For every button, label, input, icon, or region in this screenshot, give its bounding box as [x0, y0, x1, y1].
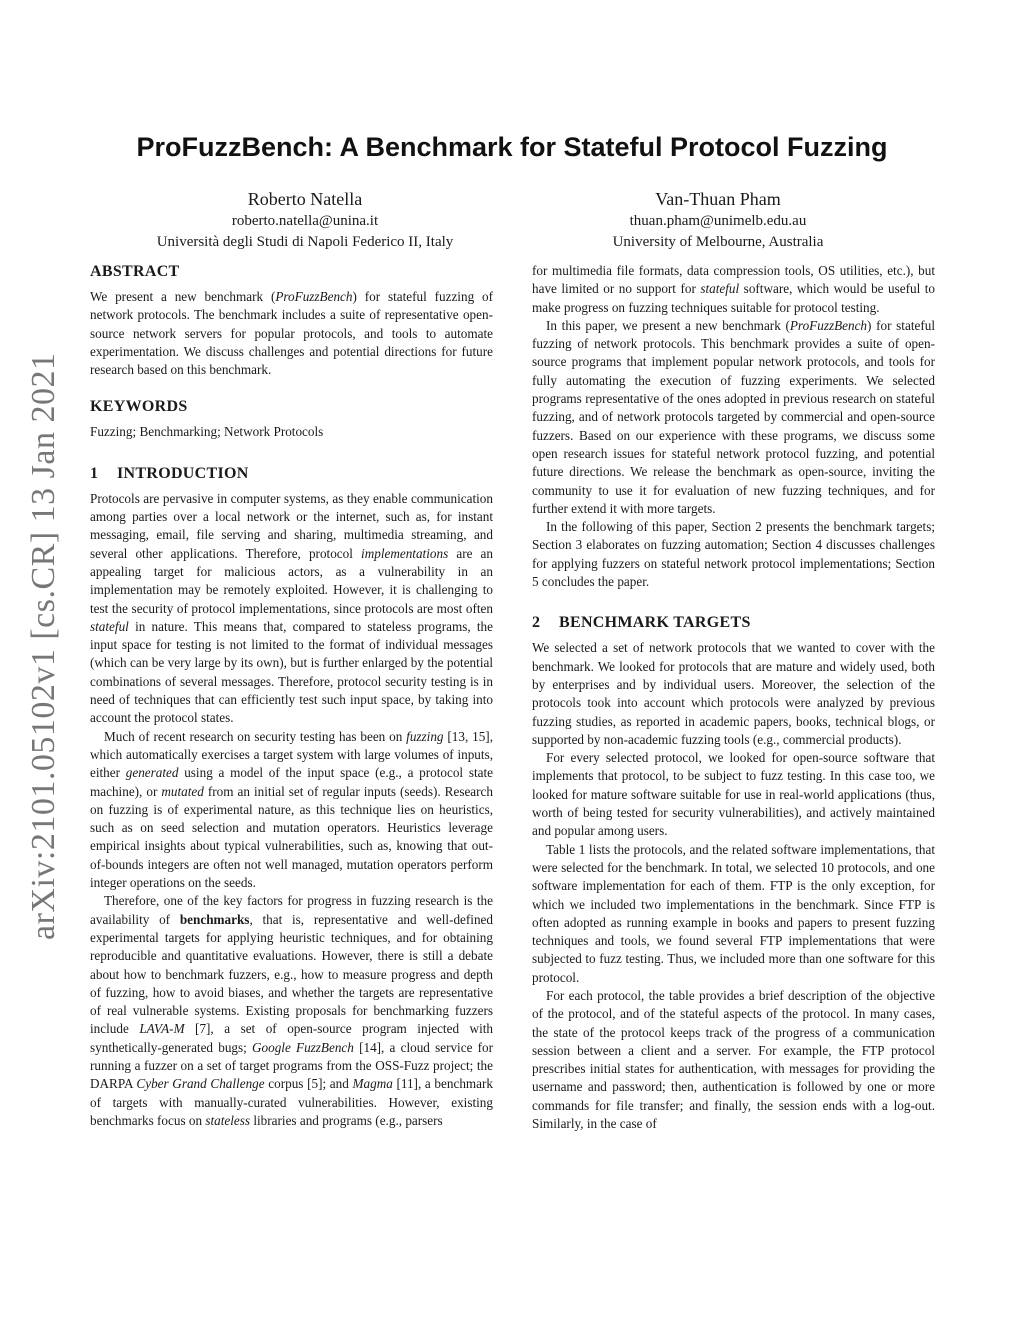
keywords-text: Fuzzing; Benchmarking; Network Protocols [90, 424, 324, 440]
abstract-heading: ABSTRACT [90, 263, 180, 280]
author-block [95, 187, 515, 253]
body-paragraph: In the following of this paper, Section 2 presents the benchmark targets; Section 3 elaborates on fuzzing automation; Section 4 discusses challenges for applying fuzzers on stateful network protocol implementations; Section 5 concludes the paper. [532, 519, 935, 590]
section-heading: 2 BENCHMARK TARGETS [532, 614, 751, 632]
body-paragraph: For every selected protocol, we looked for open-source software that implements that protocol, to be subject to fuzz testing. In this case too, we looked for mature software suitable for use in real-world applications (thus, worth of being tested for security vulnerabilities), and actively maintained and popular among users. [532, 750, 935, 839]
body-paragraph: In this paper, we present a new benchmark (ProFuzzBench) for stateful fuzzing of network protocols. This benchmark provides a suite of open-source programs that implement popular network protocols, and tools for fully automating the execution of fuzzing experiments. We selected programs representative of the ones adopted in previous research on stateful fuzzing, and of network protocols targeted by commercial and open-source fuzzers. Based on our experience with these programs, we discuss some open research issues for stateful network protocol fuzzing, and potential future directions. We release the benchmark as open-source, inviting the community to use it for evaluation of new fuzzing techniques, and for further extend it with more targets. [532, 317, 935, 516]
body-paragraph: For each protocol, the table provides a brief description of the objective of the protocol, and of the stateful aspects of the protocol. In many cases, the state of the protocol keeps track of the progress of a communication session between a client and a server. For example, the FTP protocol prescribes initial states for authentication, with messages for providing the username and password; then, authentication is followed by one or more commands for file transfer; and finally, the session ends with a log-out. Similarly, in the case of [532, 987, 935, 1132]
body-paragraph: for multimedia file formats, data compression tools, OS utilities, etc.), but have limited or no support for stateful software, which would be useful to make progress on fuzzing techniques suitable for protocol testing. [532, 263, 935, 315]
author-name: Van-Thuan Pham [655, 189, 781, 209]
author-block [508, 187, 928, 253]
intro-paragraph: Much of recent research on security testing has been on fuzzing [13, 15], which automatically exercises a target system with large volumes of inputs, either generated using a model of the input space (e.g., a protocol state machine), or mutated from an initial set of regular inputs (seeds). Research on fuzzing is of experimental nature, as this technique lies on heuristics, such as on seed selection and mutation operators. Heuristics leverage empirical insights about typical vulnerabilities, such as, knowing that out-of-bounds integers are often not well managed, mutation operators perform integer operations on the seeds. [90, 728, 493, 891]
arxiv-identifier: arXiv:2101.05102v1 [cs.CR] 13 Jan 2021 [25, 352, 62, 940]
left-column [90, 262, 493, 1130]
intro-heading: 1 INTRODUCTION [90, 464, 249, 482]
abstract-text: We present a new benchmark (ProFuzzBench) for stateful fuzzing of network protocols. The benchmark includes a suite of representative open-source network servers for popular protocols, and tools to automate experimentation. We discuss challenges and potential directions for future research based on this benchmark. [90, 289, 493, 378]
author-email: thuan.pham@unimelb.edu.au [629, 213, 807, 229]
author-name: Roberto Natella [247, 189, 363, 209]
body-paragraph: Table 1 lists the protocols, and the related software implementations, that were selected for the benchmark. In total, we selected 10 protocols, and one software implementation for each of them. FTP is the only exception, for which we included two implementations in the benchmark. Since FTP is often adopted as running example in books and papers to present fuzzing techniques and tools, we found several FTP implementations that were subjected to fuzz testing. Thus, we included more than one software for this protocol. [532, 841, 935, 985]
author-affiliation: University of Melbourne, Australia [612, 234, 824, 250]
keywords-heading: KEYWORDS [90, 398, 188, 416]
body-paragraph: We selected a set of network protocols that we wanted to cover with the benchmark. We looked for protocols that are mature and widely used, both by enterprises and by individual users. Moreover, the selection of the protocols took into account which protocols were analyzed by previous fuzzing studies, as reported in academic papers, books, technical blogs, or supported by non-academic fuzzing tools (e.g., commercial products). [532, 640, 935, 747]
author-affiliation: Università degli Studi di Napoli Federico II, Italy [156, 234, 454, 250]
intro-paragraph: Protocols are pervasive in computer systems, as they enable communication among parties over a local network or the internet, such as, for instant messaging, email, file serving and sharing, multimedia streaming, and several other applications. Therefore, protocol implementations are an appealing target for malicious actors, as a vulnerability in an implementation may be remotely exploited. However, it is challenging to test the security of protocol implementations, since protocols are most often stateful in nature. This means that, compared to stateless programs, the input space for testing is not limited to the format of individual messages (which can be very large by its own), but is further enlarged by the potential combinations of several messages. Therefore, protocol security testing is in need of techniques that can efficiently test such input space, by taking into account the protocol states. [90, 490, 493, 726]
right-column [532, 262, 935, 1133]
author-email: roberto.natella@unina.it [231, 213, 379, 229]
paper-title: ProFuzzBench: A Benchmark for Stateful Protocol Fuzzing [136, 132, 888, 162]
intro-paragraph: Therefore, one of the key factors for progress in fuzzing research is the availability of benchmarks, that is, representative and well-defined experimental targets for applying heuristic techniques, and for obtaining reproducible and quantitative evaluations. However, there is still a debate about how to benchmark fuzzers, e.g., how to measure progress and depth of fuzzing, how to avoid biases, and whether the targets are representative of real vulnerable systems. Existing proposals for benchmarking fuzzers include LAVA-M [7], a set of open-source program injected with synthetically-generated bugs; Google FuzzBench [14], a cloud service for running a fuzzer on a set of target programs from the OSS-Fuzz project; the DARPA Cyber Grand Challenge corpus [5]; and Magma [11], a benchmark of targets with manually-curated vulnerabilities. However, existing benchmarks focus on stateless libraries and programs (e.g., parsers [90, 893, 494, 1128]
